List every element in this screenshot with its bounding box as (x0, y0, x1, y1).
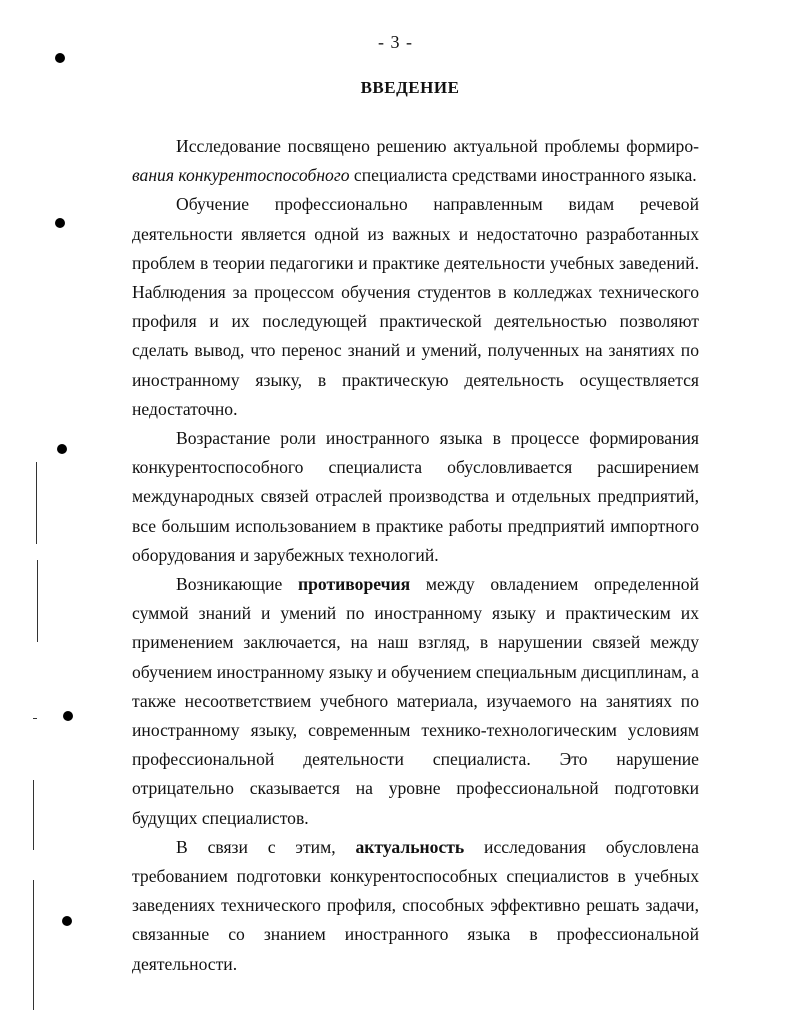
paragraph-2: Обучение профессионально направленным видам речевой деятельности является одной из важных и недостаточно разработанных проблем в теории педагогики и практике деятельности учебных заведений. Наблюдения за процессом обучения студентов в колледжах технического профиля и их последующей практической деятельностью позволяют сделать вывод, что перенос знаний и умений, полученных на занятиях по иностранному языку, в практическую деятельность осуществляется недостаточно. (132, 194, 699, 419)
binder-hole-2 (55, 218, 65, 228)
margin-tick (33, 718, 37, 719)
paragraph-4: Возникающие противоречия между овладением определенной суммой знаний и умений по иностранному языку и практическим их применением заключается, на наш взгляд, в нарушении связей между обучением иностранному языку и обучением специальным дисциплинам, а также несоответствием учебного материала, изучаемого на занятиях по иностранному языку, современным технико-технологическим условиям профессиональной деятельности специалиста. Это нарушение отрицательно сказывается на уровне профессиональной подготовки будущих специалистов. (132, 574, 700, 828)
page-title: ВВЕДЕНИЕ (360, 78, 460, 97)
paragraph-1: Исследование посвящено решению актуальной проблемы формиро-вания конкурентоспособного специалиста средствами иностранного языка. (132, 136, 699, 186)
binder-hole-4 (63, 711, 73, 721)
margin-line-1 (36, 462, 37, 544)
margin-line-4 (33, 880, 34, 1010)
paragraph-3: Возрастание роли иностранного языка в процессе формирования конкурентоспособного специалиста обусловливается расширением международных связей отраслей производства и отдельных предприятий, все большим использованием в практике работы предприятий импортного оборудования и зарубежных технологий. (132, 428, 699, 565)
margin-line-2 (37, 560, 38, 642)
page-number: - 3 - (378, 32, 413, 52)
binder-hole-3 (57, 444, 67, 454)
binder-hole-5 (62, 916, 72, 926)
document-body (132, 132, 699, 979)
binder-hole-1 (55, 53, 65, 63)
paragraph-5: В связи с этим, актуальность исследования обусловлена требованием подготовки конкурентоспособных специалистов в учебных заведениях технического профиля, способных эффективно решать задачи, связанные со знанием иностранного языка в профессиональной деятельности. (132, 836, 699, 974)
margin-line-3 (33, 780, 34, 850)
